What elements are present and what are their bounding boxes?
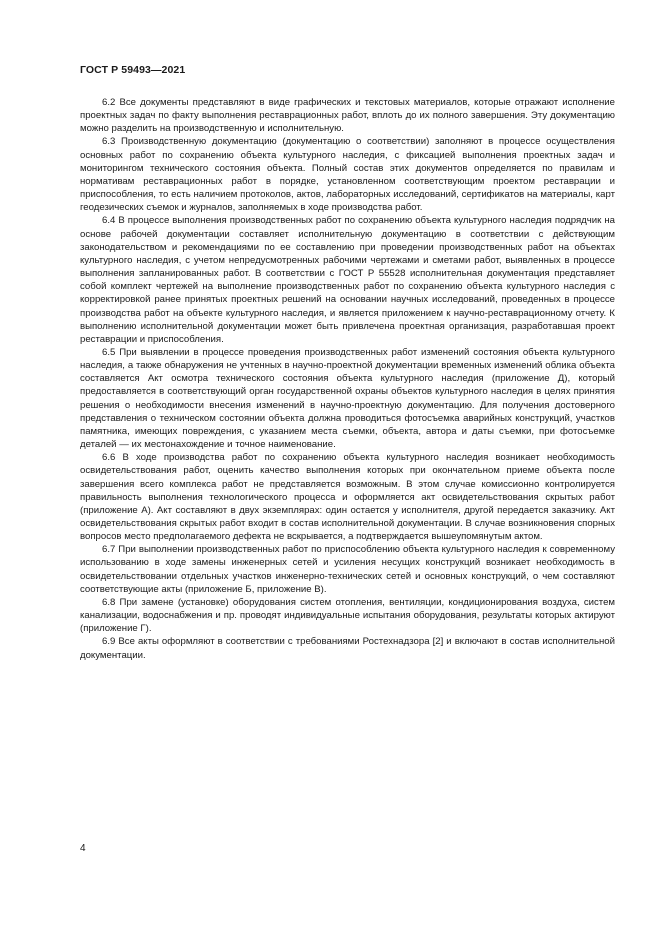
paragraph-6-2: 6.2 Все документы представляют в виде графических и текстовых материалов, которые отражают исполнение проектных задач по факту выполнения реставрационных работ, вплоть до их полного завершения. Эту документацию можно разделить на производственную и исполнительную. (80, 97, 615, 135)
paragraph-6-7: 6.7 При выполнении производственных работ по приспособлению объекта культурного наследия к современному использованию в ходе замены инженерных сетей и усиления несущих конструкций возникает необходимость в освидетельствовании отдельных участков инженерно-технических сетей и основных конструкций, о чем составляют соответствующие акты (приложение Б, приложение В). (80, 544, 615, 595)
paragraph-6-9: 6.9 Все акты оформляют в соответствии с требованиями Ростехнадзора [2] и включают в состав исполнительной документации. (80, 636, 615, 661)
paragraph-6-8: 6.8 При замене (установке) оборудования систем отопления, вентиляции, кондиционирования воздуха, систем канализации, водоснабжения и пр. проводят индивидуальные испытания оборудования, результаты которых актируют (приложение Г). (80, 596, 615, 635)
paragraph-6-5: 6.5 При выявлении в процессе проведения производственных работ изменений состояния объекта культурного наследия, а также обнаружения не учтенных в научно-проектной документации временных изменений облика объекта составляется Акт осмотра технического состояния объекта культурного наследия (приложение Д), который предоставляется в соответствующий орган государственной охраны объектов культурного наследия в целях принятия решения о необходимости внесения изменений в научно-проектную документацию. Для получения достоверного представления о техническом состоянии объекта должна проводиться фотосъемка аварийных конструкций, участков памятника, имеющих повреждения, с указанием места съемки, объекта, автора и даты съемки, при фотосъемке деталей — их местонахождение и точное наименование. (80, 346, 615, 451)
paragraph-6-4: 6.4 В процессе выполнения производственных работ по сохранению объекта культурного наследия подрядчик на основе рабочей документации составляет исполнительную документацию в соответствии с действующим законодательством и рекомендациями по ее составлению при проведении производственных работ на объектах культурного наследия, с учетом непредусмотренных рабочими чертежами и сметами работ, выявленных в процессе выполнения запланированных работ. В соответствии с ГОСТ Р 55528 исполнительная документация представляет собой комплект чертежей на выполнение производственных работ по сохранению объекта культурного наследия с корректировкой ранее принятых проектных решений на основании научных исследований, проведенных в процессе производства работ на объекте культурного наследия, и является приложением к научно-реставрационному отчету. К выполнению исполнительной документации может быть привлечена проектная организация, разработавшая проект реставрации и приспособления. (80, 215, 615, 345)
page-number: 4 (80, 843, 86, 854)
document-body (80, 96, 615, 662)
paragraph-6-6: 6.6 В ходе производства работ по сохранению объекта культурного наследия возникает необходимость освидетельствования работ, оценить качество выполнения которых при окончательном приеме объекта после завершения всего комплекса работ не представляется возможным. В этом случае комиссионно контролируется правильность выполнения технологического процесса и оформляется акт освидетельствования скрытых работ (приложение А). Акт составляют в двух экземплярах: один остается у исполнителя, другой передается заказчику. Акт освидетельствования скрытых работ входит в состав исполнительной документации. В случае возникновения спорных вопросов место предполагаемого дефекта не вскрывается, а подтверждается вышеупомянутым актом. (80, 452, 615, 543)
document-header: ГОСТ Р 59493—2021 (80, 64, 186, 76)
paragraph-6-3: 6.3 Производственную документацию (документацию о соответствии) заполняют в процессе осуществления основных работ по сохранению объекта культурного наследия, с фиксацией выполнения проектных задач и мониторингом технического состояния объекта. Полный состав этих документов определяется по правилам и нормативам реставрационных работ в порядке, установленном соответствующим проектом реставрации и приспособления, то есть наличием протоколов, актов, лабораторных исследований, сертификатов на материалы, карт геодезических съемок и журналов, заполняемых в ходе производства работ. (80, 136, 615, 214)
